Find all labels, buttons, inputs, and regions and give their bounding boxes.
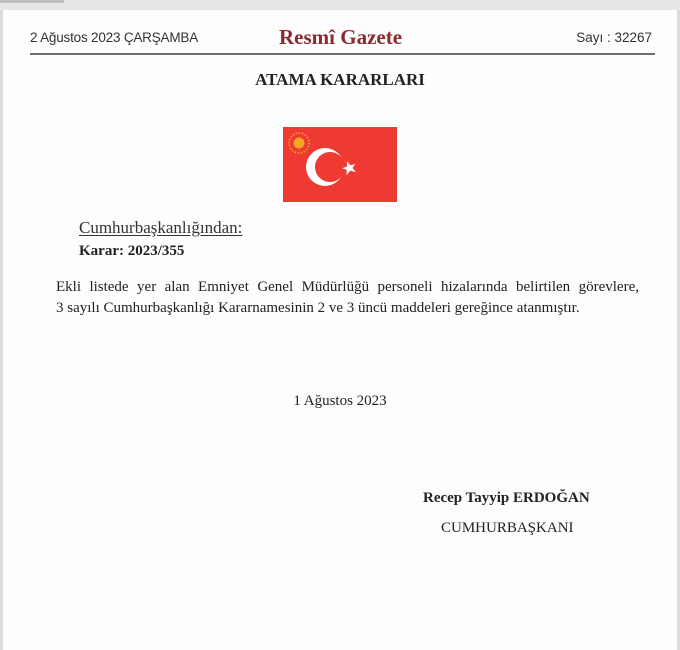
turkish-flag-icon <box>283 127 397 202</box>
body-line: Ekli listede yer alan Emniyet Genel Müdürlüğü personeli hizalarında belirtilen görevlere, <box>56 279 639 295</box>
decision-number: Karar: 2023/355 <box>79 243 185 259</box>
decision-date: 1 Ağustos 2023 <box>293 393 387 409</box>
top-strip <box>0 0 680 10</box>
header-divider <box>30 53 655 55</box>
document-heading: ATAMA KARARLARI <box>255 70 425 89</box>
body-line: 3 sayılı Cumhurbaşkanlığı Kararnamesinin 2 ve 3 üncü maddeleri gereğince atanmıştır. <box>56 300 580 316</box>
signer-name: Recep Tayyip ERDOĞAN <box>423 490 590 506</box>
issue-number: Sayı : 32267 <box>576 30 652 45</box>
top-tab <box>0 0 64 3</box>
decision-body <box>56 277 639 319</box>
header-date: 2 Ağustos 2023 ÇARŞAMBA <box>30 30 198 45</box>
document-page <box>3 10 677 650</box>
publication-title: Resmî Gazete <box>279 25 403 49</box>
signer-title: CUMHURBAŞKANI <box>441 520 574 536</box>
issuing-authority: Cumhurbaşkanlığından: <box>79 218 243 237</box>
